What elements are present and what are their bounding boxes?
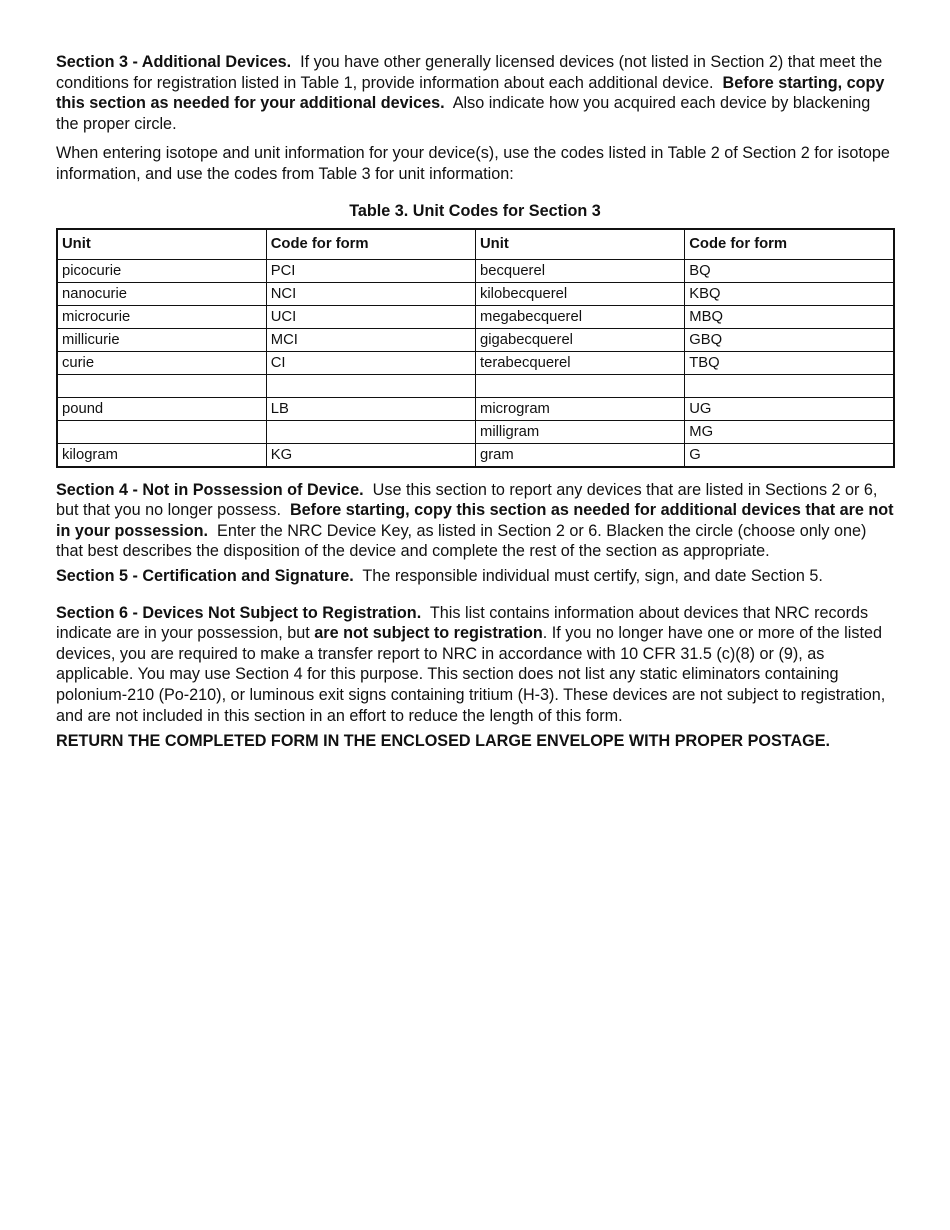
section4-paragraph [56, 480, 894, 562]
table-row [57, 282, 894, 305]
table-cell [476, 374, 685, 397]
table-cell: MCI [266, 328, 475, 351]
table-cell [266, 420, 475, 443]
table-row [57, 397, 894, 420]
table-cell: gigabecquerel [476, 328, 685, 351]
table-row [57, 328, 894, 351]
table-cell: KBQ [685, 282, 894, 305]
table-row [57, 259, 894, 282]
table-cell: MBQ [685, 305, 894, 328]
table-cell: terabecquerel [476, 351, 685, 374]
return-notice: RETURN THE COMPLETED FORM IN THE ENCLOSED LARGE ENVELOPE WITH PROPER POSTAGE. [56, 732, 831, 751]
table-cell: CI [266, 351, 475, 374]
section5-heading: Section 5 - Certification and Signature. [56, 566, 354, 585]
table-cell: LB [266, 397, 475, 420]
table-cell: PCI [266, 259, 475, 282]
header-unit-2: Unit [476, 229, 685, 260]
header-unit-1: Unit [57, 229, 266, 260]
section4-text2: Enter the NRC Device Key, as listed in Section 2 or 6. Blacken the circle (choose only one) that best describes the disposition of the device and complete the rest of the section as appropriate. [56, 521, 867, 561]
codes-paragraph: When entering isotope and unit information for your device(s), use the codes listed in Table 2 of Section 2 for isotope information, and use the codes from Table 3 for unit information: [56, 144, 890, 183]
table-cell: becquerel [476, 259, 685, 282]
table-row [57, 351, 894, 374]
section3-heading: Section 3 - Additional Devices. [56, 53, 292, 71]
table3-title: Table 3. Unit Codes for Section 3 [349, 201, 601, 220]
table-cell: GBQ [685, 328, 894, 351]
section3-bold-instruction: Before starting, copy this section as needed for your additional devices. [56, 73, 885, 113]
section6-text1: This list contains information about devices that NRC records indicate are in your possession, but [56, 603, 869, 643]
table-cell: G [685, 443, 894, 467]
table-cell: gram [476, 443, 685, 467]
section6-paragraph [56, 603, 894, 727]
section6-heading: Section 6 - Devices Not Subject to Registration. [56, 603, 422, 622]
table-header-row [57, 229, 894, 260]
section6-bold-phrase: are not subject to registration [314, 624, 543, 643]
table-cell: microgram [476, 397, 685, 420]
section4-text1: Use this section to report any devices that are listed in Sections 2 or 6, but that you no longer possess. [56, 480, 878, 520]
table-cell: MG [685, 420, 894, 443]
header-code-1: Code for form [266, 229, 475, 260]
table-cell: UG [685, 397, 894, 420]
table-cell: curie [57, 351, 266, 374]
section6-text2: . If you no longer have one or more of the listed devices, you are required to make a transfer report to NRC in accordance with 10 CFR 31.5 (c)(8) or (9), as applicable. You may use Section 4 for this purpose. This section does not list any static eliminators containing polonium-210 (Po-210), or luminous exit signs containing tritium (H-3). These devices are not subject to registration, and are not included in this section in an effort to reduce the length of this form. [56, 624, 886, 725]
section4-heading: Section 4 - Not in Possession of Device. [56, 480, 364, 499]
header-code-2: Code for form [685, 229, 894, 260]
unit-codes-table [56, 228, 895, 468]
table-cell: UCI [266, 305, 475, 328]
section3-text2: Also indicate how you acquired each device by blackening the proper circle. [56, 94, 871, 133]
table-cell [266, 374, 475, 397]
table-cell [57, 420, 266, 443]
table-cell: nanocurie [57, 282, 266, 305]
section5-paragraph [56, 566, 894, 587]
table-cell [685, 374, 894, 397]
table-cell: kilobecquerel [476, 282, 685, 305]
table-cell: milligram [476, 420, 685, 443]
table-cell: KG [266, 443, 475, 467]
table-cell: NCI [266, 282, 475, 305]
section4-bold-instruction: Before starting, copy this section as needed for additional devices that are not in your possession. [56, 501, 894, 540]
table-cell: millicurie [57, 328, 266, 351]
table-cell: picocurie [57, 259, 266, 282]
table-cell: microcurie [57, 305, 266, 328]
table-cell: BQ [685, 259, 894, 282]
table-row-empty [57, 374, 894, 397]
table-cell: TBQ [685, 351, 894, 374]
table-cell [57, 374, 266, 397]
table-cell: kilogram [57, 443, 266, 467]
table-cell: pound [57, 397, 266, 420]
table-row [57, 420, 894, 443]
table-row [57, 443, 894, 467]
section5-text: The responsible individual must certify, sign, and date Section 5. [362, 566, 823, 585]
table-row [57, 305, 894, 328]
section3-text1: If you have other generally licensed devices (not listed in Section 2) that meet the conditions for registration listed in Table 1, provide information about each additional device. [56, 53, 883, 92]
section3-paragraph [56, 52, 894, 134]
table-cell: megabecquerel [476, 305, 685, 328]
